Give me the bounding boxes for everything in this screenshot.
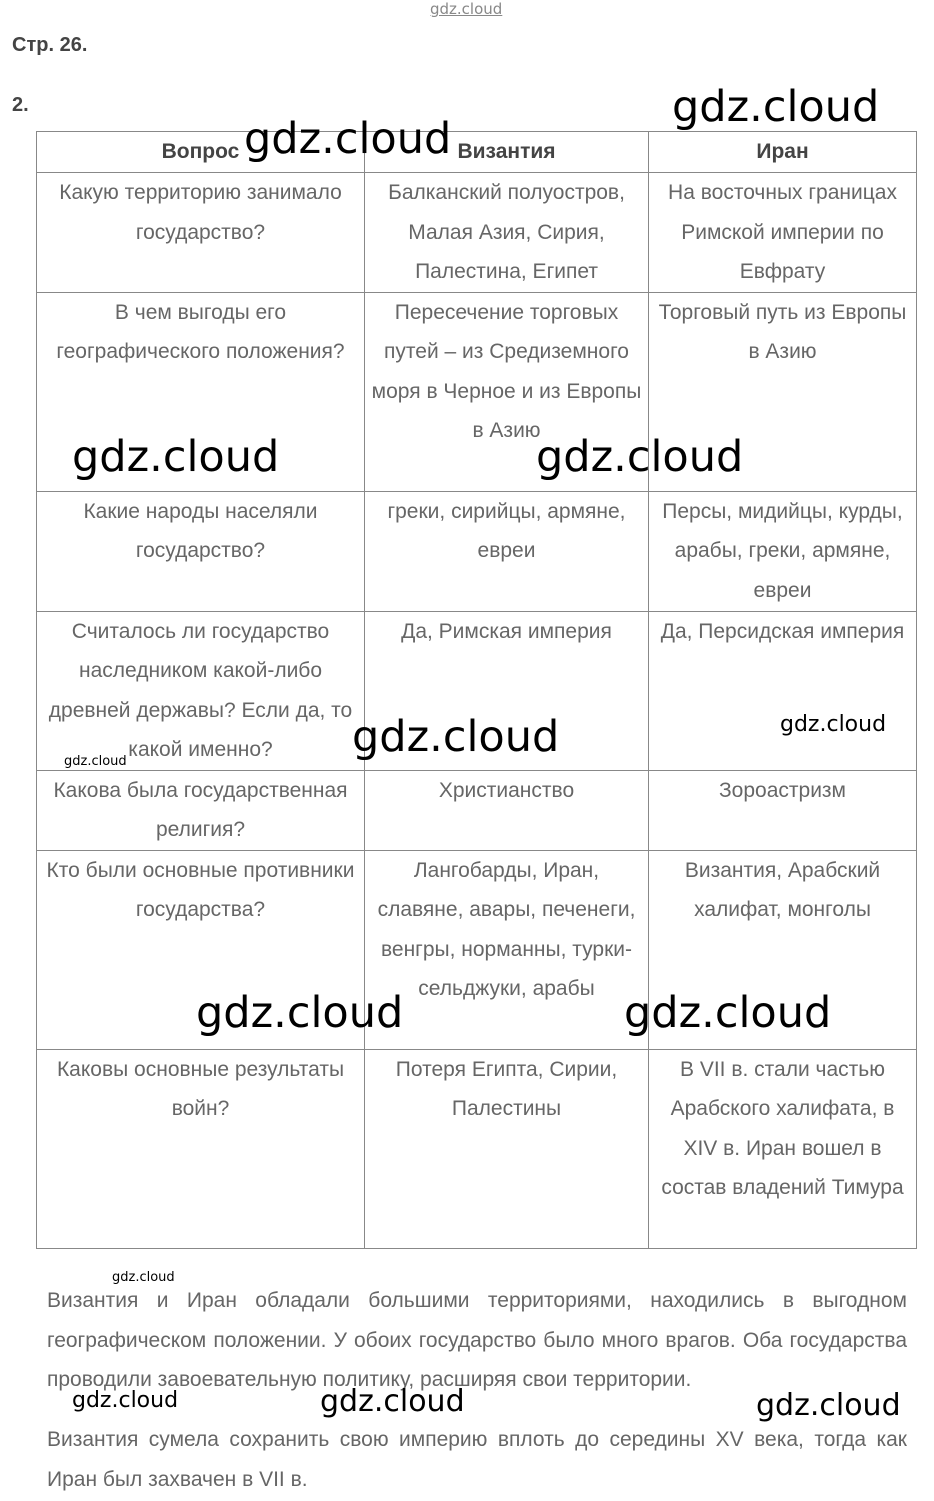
watermark: gdz.cloud xyxy=(672,82,880,132)
conclusion-paragraph-2: Византия сумела сохранить свою империю вплоть до середины XV века, тогда как Иран был захвачен в VII в. xyxy=(47,1428,907,1491)
question-cell: В чем выгоды его географического положения? xyxy=(37,292,365,491)
iran-cell: На восточных границах Римской империи по Евфрату xyxy=(649,173,917,293)
watermark: gdz.cloud xyxy=(536,432,744,482)
iran-cell: Персы, мидийцы, курды, арабы, греки, армяне, евреи xyxy=(649,491,917,611)
watermark: gdz.cloud xyxy=(196,988,404,1038)
header-question: Вопрос xyxy=(37,132,365,173)
byzantium-cell: Балканский полуостров, Малая Азия, Сирия, Палестина, Египет xyxy=(365,173,649,293)
table-row xyxy=(37,173,917,293)
iran-cell: Византия, Арабский халифат, монголы xyxy=(649,850,917,1049)
iran-cell: Зороастризм xyxy=(649,770,917,850)
watermark: gdz.cloud xyxy=(756,1388,901,1423)
watermark: gdz.cloud xyxy=(430,0,503,18)
watermark: gdz.cloud xyxy=(320,1384,465,1419)
watermark: gdz.cloud xyxy=(72,1388,179,1413)
byzantium-cell: Христианство xyxy=(365,770,649,850)
iran-cell: Да, Персидская империя xyxy=(649,611,917,770)
byzantium-cell: Да, Римская империя xyxy=(365,611,649,770)
iran-cell: Торговый путь из Европы в Азию xyxy=(649,292,917,491)
question-cell: Какова была государственная религия? xyxy=(37,770,365,850)
question-cell: Каковы основные результаты войн? xyxy=(37,1049,365,1248)
byzantium-cell: Пересечение торговых путей – из Средиземного моря в Черное и из Европы в Азию xyxy=(365,292,649,491)
table-row xyxy=(37,770,917,850)
byzantium-cell: греки, сирийцы, армяне, евреи xyxy=(365,491,649,611)
watermark: gdz.cloud xyxy=(244,114,452,164)
byzantium-cell: Потеря Египта, Сирии, Палестины xyxy=(365,1049,649,1248)
conclusion-paragraph-1: Византия и Иран обладали большими территориями, находились в выгодном географическом положении. У обоих государство было много врагов. Оба государства проводили завоевательную политику, расширяя свои территории. xyxy=(47,1289,907,1391)
table-header-row xyxy=(37,132,917,173)
watermark: gdz.cloud xyxy=(112,1270,175,1285)
question-cell: Кто были основные противники государства? xyxy=(37,850,365,1049)
iran-cell: В VII в. стали частью Арабского халифата, в XIV в. Иран вошел в состав владений Тимура xyxy=(649,1049,917,1248)
task-number: 2. xyxy=(12,94,29,116)
watermark: gdz.cloud xyxy=(624,988,832,1038)
question-cell: Какие народы населяли государство? xyxy=(37,491,365,611)
header-iran: Иран xyxy=(649,132,917,173)
question-cell: Считалось ли государство наследником какой-либо древней державы? Если да, то какой именно? xyxy=(37,611,365,770)
question-cell: Какую территорию занимало государство? xyxy=(37,173,365,293)
comparison-table xyxy=(36,131,917,1249)
page-label: Стр. 26. xyxy=(12,34,88,56)
byzantium-cell: Лангобарды, Иран, славяне, авары, печенеги, венгры, норманны, турки-сельджуки, арабы xyxy=(365,850,649,1049)
watermark: gdz.cloud xyxy=(352,712,560,762)
watermark: gdz.cloud xyxy=(72,432,280,482)
watermark: gdz.cloud xyxy=(64,754,127,769)
table-row xyxy=(37,491,917,611)
header-byzantium: Византия xyxy=(365,132,649,173)
table-row xyxy=(37,1049,917,1248)
watermark: gdz.cloud xyxy=(780,712,887,737)
